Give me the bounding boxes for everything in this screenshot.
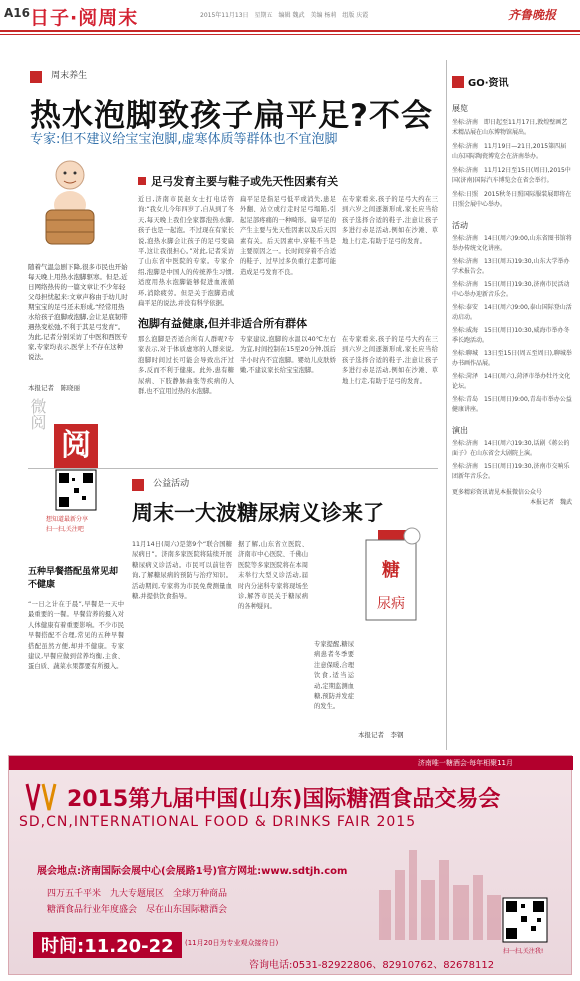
sidebar bbox=[452, 74, 572, 508]
promo-vertical-text: 微阅 bbox=[28, 398, 47, 430]
side-article-body: “一日之计在于晨”,早餐是一天中最重要的一餐。早餐营养的摄入对人体健康有着重要影响。不少市民早餐搭配不合理,常见的五种早餐搭配虽然方便,却并不健康。专家建议,早餐应做到营养均衡,主食、蛋白质、蔬菜水果都要有所摄入。 bbox=[28, 601, 124, 671]
sidebar-category bbox=[452, 220, 572, 415]
list-item: 坐标:日照 2015秋冬日照国际服装展即将在日照会展中心举办。 bbox=[452, 191, 572, 208]
section2-title: 泡脚有益健康,但并非适合所有群体 bbox=[138, 317, 308, 330]
ad-title-en: SD,CN,INTERNATIONAL FOOD & DRINKS FAIR 2015 bbox=[19, 814, 417, 830]
headline-2: 周末一大波糖尿病义诊来了 bbox=[132, 501, 384, 525]
promo-qr-icon[interactable] bbox=[56, 470, 96, 510]
article2-column-3: 专家提醒,糖尿病患者冬季要注意保暖,合理饮食,适当运动,定期监测血糖,预防并发症的发生。 bbox=[314, 641, 354, 711]
issue-meta: 2015年11月13日 星期五 编辑 魏武 美编 杨莉 组版 庆霞 bbox=[200, 12, 369, 19]
article2-tag bbox=[132, 476, 189, 495]
article1-column-4: 那么泡脚是否适合所有人群呢?专家表示,对于体质虚寒的人群来说,泡脚时间过长可能会导致出汗过多,反而不利于健康。此外,患有糖尿病、下肢静脉曲张等疾病的人群,也不宜用过热的水泡脚。 bbox=[138, 336, 234, 396]
sidebar-byline: 本报记者 魏武 bbox=[529, 499, 572, 506]
ad-title: 2015第九届中国(山东)国际糖酒食品交易会 bbox=[67, 787, 501, 812]
article1-column-5: 专家建议,泡脚的水温以40℃左右为宜,时间控制在15至20分钟,饭后半小时内不宜泡脚。婴幼儿皮肤娇嫩,不建议家长给宝宝泡脚。 bbox=[240, 336, 336, 375]
section-divider bbox=[28, 468, 438, 469]
svg-text:尿病: 尿病 bbox=[377, 596, 405, 612]
side-article-title: 五种早餐搭配虽常见却不健康 bbox=[28, 567, 119, 590]
tag-label: 周末养生 bbox=[51, 71, 88, 81]
article1-intro: 随着气温急剧下降,很多市民也开始每天晚上用热水泡脚驱寒。但是,近日网络热传的一篇文章让不少年轻父母担忧起来:文章声称由于幼儿时期宝宝的足弓还未形成,“经常用热水给孩子泡脚或泡脚,会让足底韧带遇热变松弛,不利于其足弓发育”。为此,记者分别采访了中医和西医专家,专家均表示,医学上不存在这种说法。 bbox=[28, 263, 128, 361]
list-item: 坐标:济南 11月19日—21日,2015第四届山东国际陶瓷博览会在济南举办。 bbox=[452, 143, 567, 160]
article1-column-2: 扁平足是指足弓低平或消失,患足外翻、站立或行走时足弓塌陷,引起足部疼痛的一种畸形。扁平足的产生主要与先天性因素以及后天因素有关。后天因素中,穿鞋不当是主要原因之一。长时间穿着不合适的鞋子、过早过多负重行走都可能造成足弓发育不良。 bbox=[240, 196, 336, 276]
ad-venue: 展会地点:济南国际会展中心(会展路1号)官方网址:www.sdtjh.com bbox=[37, 866, 348, 877]
list-item: 坐标:青岛 15日(周日)9:00,青岛市举办公益健康讲座。 bbox=[452, 396, 572, 413]
promo-caption-2: 扫一扫,关注吧 bbox=[46, 526, 84, 533]
header-divider-thin bbox=[0, 34, 580, 35]
list-item: 坐标:威海 15日(周日)10:30,威海市举办冬季长跑活动。 bbox=[452, 327, 570, 344]
ad-time: 时间:11.20-22 bbox=[33, 932, 182, 958]
sidebar-square-icon bbox=[452, 76, 464, 88]
tag-square-icon bbox=[132, 479, 144, 491]
page-number: A16 bbox=[4, 6, 30, 20]
list-item: 坐标:济南 15日(周日)19:30,济南市交响乐团新年音乐会。 bbox=[452, 463, 570, 480]
article1-tag bbox=[30, 68, 87, 87]
ad-highlights-1: 四万五千平米 九大专题展区 全球万种商品 bbox=[47, 889, 228, 899]
masthead: 日子·阅周末 bbox=[30, 7, 139, 29]
sidebar-divider bbox=[446, 60, 447, 750]
svg-text:糖: 糖 bbox=[382, 560, 400, 581]
expo-logo-icon bbox=[23, 780, 59, 814]
headline-1: 热水泡脚致孩子扁平足?不会 bbox=[30, 98, 433, 134]
list-item: 坐标:济南 14日(周六)19:30,话剧《蒋公的面子》在山东省会大剧院上演。 bbox=[452, 440, 570, 457]
header-divider bbox=[0, 30, 580, 32]
diabetes-sign-illustration bbox=[358, 528, 426, 628]
ad-qr-code-icon[interactable] bbox=[503, 898, 547, 942]
article1-column-6: 在专家看来,孩子的足弓大约在三到六岁之间逐渐形成,家长应当给孩子选择合适的鞋子,注意让孩子多进行赤足活动,例如在沙滩、草地上行走,有助于足弓的发育。 bbox=[342, 336, 438, 385]
list-item: 坐标:聊城 13日至15日(周五至周日),聊城举办书画作品展。 bbox=[452, 350, 572, 367]
ad-time-note: (11月20日为专业观众接待日) bbox=[185, 939, 279, 947]
article2-column-2: 据了解,山东省立医院、济南市中心医院、千佛山医院等多家医院将在本周末举行大型义诊活动,届时内分泌科专家将现场坐诊,解答市民关于糖尿病的各种疑问。 bbox=[238, 541, 308, 611]
sidebar-header bbox=[452, 74, 572, 89]
list-item: 坐标:泰安 14日(周六)9:00,泰山国际登山活动启动。 bbox=[452, 304, 572, 321]
ad-highlights-2: 糖酒食品行业年度盛会 尽在山东国际糖酒会 bbox=[47, 905, 228, 915]
brand-logo: 齐鲁晚报 bbox=[508, 8, 557, 22]
article2-column-1: 11月14日(周六)是第9个“联合国糖尿病日”。济南多家医院将陆续开展糖尿病义诊活动。市民可以前往咨询,了解糖尿病的预防与治疗知识。活动期间,专家将为市民免费测量血糖,并提供饮食指导。 bbox=[132, 541, 232, 601]
tag-label: 公益活动 bbox=[153, 479, 190, 489]
sidebar-footer: 更多精彩资讯请见本报微信公众号 bbox=[452, 489, 543, 496]
list-item: 坐标:菏泽 14日(周六),菏泽市举办牡丹文化论坛。 bbox=[452, 373, 571, 390]
child-bath-illustration bbox=[40, 150, 100, 250]
sidebar-category bbox=[452, 425, 572, 482]
article1-column-1: 近日,济南市民赵女士打电话咨询:“我女儿今年四岁了,自从到了冬天,每天晚上我们全家都泡热水脚,孩子也是一起泡。不过现在有家长说,泡热水脚会让孩子的足弓变扁平,这让我很担心。”对此,记者采访了山东省中医院的专家。专家介绍,泡脚是中国人的传统养生习惯,适度用热水泡脚能够促进血液循环,消除疲劳。但是关于泡脚造成扁平足的说法,并没有科学依据。 bbox=[138, 196, 234, 308]
sidebar-category bbox=[452, 103, 572, 210]
ad-qr-caption: 扫一扫,关注我! bbox=[503, 948, 544, 955]
sidebar-title: GO·资讯 bbox=[468, 78, 509, 89]
ad-top-banner: 济南唯一糖酒会·每年相聚11月 bbox=[9, 756, 573, 770]
bullet-square-icon bbox=[138, 177, 146, 185]
article1-byline: 本报记者 陈晓丽 bbox=[28, 384, 80, 392]
category-exhibition: 展览 bbox=[452, 104, 468, 113]
wechat-promo bbox=[26, 398, 106, 548]
section2-header bbox=[138, 312, 307, 331]
promo-caption-1: 想知道最新分享 bbox=[46, 516, 89, 523]
list-item: 坐标:济南 14日(周六)9:00,山东省图书馆将举办传统文化讲座。 bbox=[452, 235, 572, 252]
tag-square-icon bbox=[30, 71, 42, 83]
category-events: 活动 bbox=[452, 221, 468, 230]
list-item: 坐标:济南 即日起至11月17日,敦煌壁画艺术精品展在山东博物馆展出。 bbox=[452, 119, 568, 136]
promo-logo: 阅 bbox=[54, 424, 98, 468]
list-item: 坐标:济南 15日(周日)19:30,济南市民活动中心举办迎新音乐会。 bbox=[452, 281, 570, 298]
section1-header bbox=[138, 170, 338, 189]
expo-advertisement[interactable] bbox=[8, 755, 572, 975]
section1-title: 足弓发育主要与鞋子或先天性因素有关 bbox=[151, 175, 339, 188]
article2-byline: 本报记者 李钢 bbox=[358, 731, 404, 739]
article1-column-3: 在专家看来,孩子的足弓大约在三到六岁之间逐渐形成,家长应当给孩子选择合适的鞋子,注意让孩子多进行赤足活动,例如在沙滩、草地上行走,有助于足弓的发育。 bbox=[342, 196, 438, 245]
city-skyline-illustration bbox=[369, 830, 509, 940]
category-performances: 演出 bbox=[452, 426, 468, 435]
subheadline-1: 专家:但不建议给宝宝泡脚,虚寒体质等群体也不宜泡脚 bbox=[30, 132, 338, 147]
ad-phone: 咨询电话:0531-82922806、82910762、82678112 bbox=[249, 960, 495, 971]
list-item: 坐标:济南 11月12日至15日(周日),2015中国(济南)国际汽车博览会在省会举行。 bbox=[452, 167, 571, 184]
list-item: 坐标:济南 13日(周五)19:30,山东大学举办学术报告会。 bbox=[452, 258, 570, 275]
